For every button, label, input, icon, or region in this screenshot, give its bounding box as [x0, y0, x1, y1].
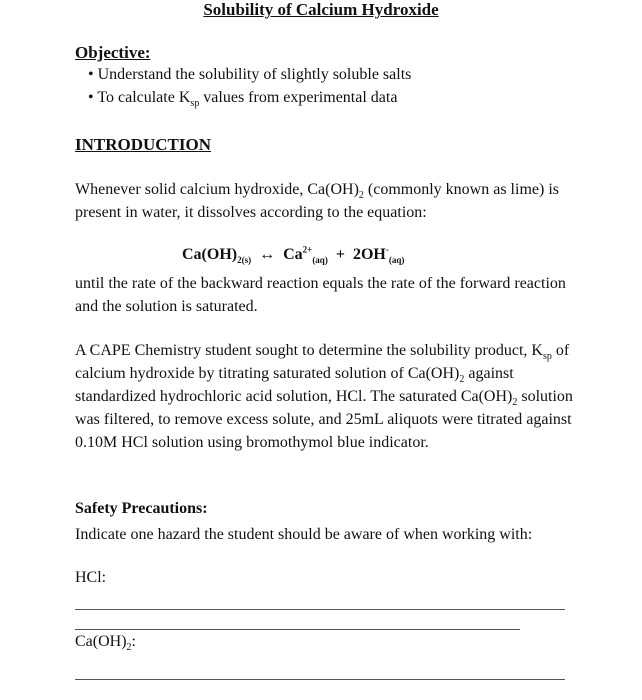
para1-subscript: 2 [358, 190, 364, 202]
bullet-text: Understand the solubility of slightly soluble salts [97, 66, 412, 83]
caoh-text: Ca(OH) [75, 633, 127, 650]
eq-anion-charge: - [385, 244, 389, 255]
intro-paragraph-1 [75, 178, 575, 224]
para3-ksp-subscript: sp [542, 351, 552, 363]
para1-text-b: (commonly known as lime) is present in water, it dissolves according to the equation: [75, 181, 559, 221]
para1-text-a: Whenever solid calcium hydroxide, Ca(OH) [75, 181, 359, 198]
para3-subscript-3: 2 [512, 397, 518, 409]
eq-reactant-state: 2(s) [237, 255, 252, 266]
para3-text-c: against standardized hydrochloric acid solution, HCl. The saturated Ca(OH) [75, 365, 514, 405]
intro-paragraph-3 [75, 339, 575, 454]
dissolution-equation [182, 246, 404, 264]
objective-bullet-1 [88, 66, 411, 84]
objective-bullet-2 [88, 89, 398, 110]
eq-reactant: Ca(OH) [182, 246, 238, 263]
ksp-subscript: sp [190, 98, 200, 110]
intro-paragraph-2: until the rate of the backward reaction equals the rate of the forward reaction and the solution is saturated. [75, 275, 566, 315]
answer-line-hcl-1[interactable] [75, 609, 565, 610]
bullet-text-end: values from experimental data [199, 89, 398, 106]
para3-text-a: A CAPE Chemistry student sought to determine the solubility product, K [75, 342, 543, 359]
safety-instruction: Indicate one hazard the student should be aware of when working with: [75, 526, 533, 543]
eq-cation-state: (aq) [312, 255, 328, 266]
para3-text-b: of calcium hydroxide by titrating saturated solution of Ca(OH) [75, 342, 570, 382]
caoh-subscript: 2 [126, 642, 132, 654]
answer-line-caoh[interactable] [75, 679, 565, 680]
bullet-dot: • [88, 89, 94, 106]
objective-heading: Objective: [75, 43, 151, 62]
eq-anion-state: (aq) [388, 255, 405, 266]
eq-arrow: ↔ [259, 246, 276, 263]
safety-heading: Safety Precautions: [75, 500, 208, 517]
eq-cation: Ca [283, 246, 303, 263]
eq-anion: 2OH [352, 246, 386, 263]
caoh-colon: : [131, 633, 136, 650]
hcl-label: HCl: [75, 569, 107, 586]
eq-cation-charge: 2+ [302, 244, 313, 255]
para3-subscript-2: 2 [459, 374, 465, 386]
page-title: Solubility of Calcium Hydroxide [203, 0, 439, 19]
introduction-heading: INTRODUCTION [75, 135, 212, 154]
bullet-text: To calculate K [97, 89, 191, 106]
para3-text-d: solution was filtered, to remove excess solute, and 25mL aliquots were titrated against 0.10M HCl solution using bromothymol blue indicator. [75, 388, 573, 451]
caoh-label [75, 633, 136, 654]
answer-line-hcl-2[interactable] [75, 629, 520, 630]
eq-plus: + [335, 246, 345, 263]
bullet-dot: • [88, 66, 94, 83]
